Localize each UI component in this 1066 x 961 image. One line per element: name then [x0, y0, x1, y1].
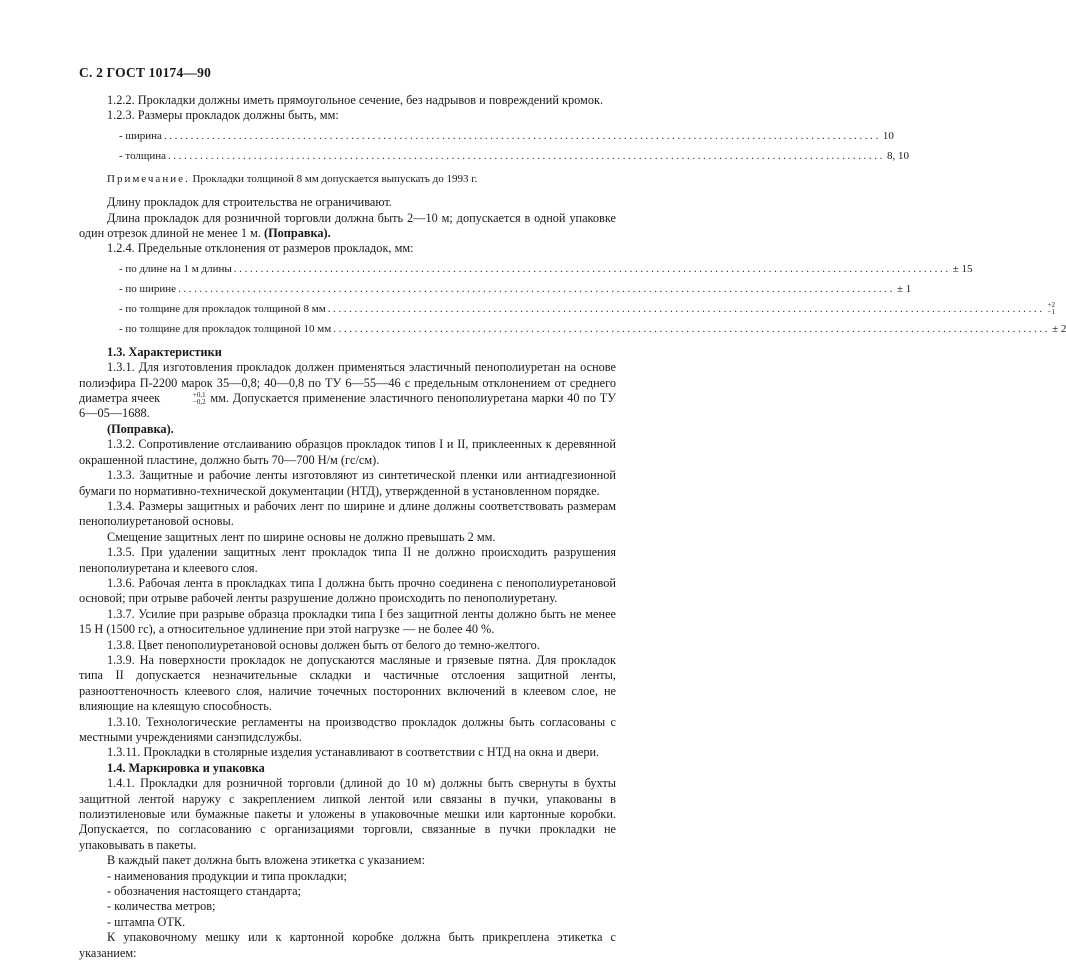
section-heading-1-4: 1.4. Маркировка и упаковка [107, 760, 265, 775]
deviation-row-width: - по ширине ...................................................................................................................................... ± 1 [119, 282, 912, 295]
clause-1-3-2: 1.3.2. Сопротивление отслаиванию образцов прокладок типов I и II, приклеенных к деревянной окрашенной пластине, должно быть 70—700 Н/м (гс/см). [79, 437, 616, 467]
deviation-row-length: - по длине на 1 м длины ...................................................................................................................................... ± 15 [119, 262, 973, 275]
bag-label-paragraph: К упаковочному мешку или к картонной коробке должна быть прикреплена этикетка с указанием: [79, 930, 616, 960]
cell-diameter-tolerance: +0,1 −0,2 [192, 391, 206, 407]
list-item: - наименования продукции и типа прокладки; [107, 868, 347, 883]
clause-1-3-1: 1.3.1. Для изготовления прокладок должен применяться эластичный пенополиуретан на основе полиэфира П-2200 марок 35—0,8; 40—0,8 по ТУ 6—55—46 с предельным отклонением от среднего диаметра ячеек +0,1 −0,2 мм. Допускается применение эластичного пенополиуретана марки 40 по ТУ 6—05—1688. [79, 360, 616, 421]
amendment-mark-2: (Поправка). [107, 421, 174, 436]
list-item: - штампа ОТК. [107, 914, 186, 929]
clause-1-3-9: 1.3.9. На поверхности прокладок не допускаются масляные и грязевые пятна. Для прокладок типа II допускается незначительные складки и частичные отслоения защитной ленты, разнооттеночность клеевого слоя, наличие точечных посторонних включений в клеевом слое, не влияющие на клеящую способность. [79, 652, 616, 714]
clause-1-3-4: 1.3.4. Размеры защитных и рабочих лент по ширине и длине должны соответствовать размерам пенополиуретановой основы. [79, 498, 616, 529]
clause-1-2-4: 1.2.4. Предельные отклонения от размеров прокладок, мм: [107, 241, 414, 256]
clause-1-4-1: 1.4.1. Прокладки для розничной торговли (длиной до 10 м) должны быть свернуты в бухты защитной лентой наружу с закреплением липкой лентой или связаны в пучки, упакованы в полиэтиленовые или бумажные пакеты и уложены в упаковочные мешки или картонные коробки. Допускается, по согласованию с организациями торговли, связанные в пучки прокладки не упаковывать в пакеты. [79, 776, 616, 852]
size-row-thickness: - толщина ...................................................................................................................................... 8, 10 [119, 149, 909, 162]
clause-1-3-3: 1.3.3. Защитные и рабочие ленты изготовляют из синтетической пленки или антиадгезионной бумаги по нормативно-технической документации (НТД), утвержденной в установленном порядке. [79, 468, 616, 498]
clause-1-2-2: 1.2.2. Прокладки должны иметь прямоугольное сечение, без надрывов и повреждений кромок. [107, 93, 604, 107]
list-item: - обозначения настоящего стандарта; [107, 884, 301, 899]
clause-1-2-3: 1.2.3. Размеры прокладок должны быть, мм: [107, 108, 339, 123]
tolerance-fraction: +2 −1 [1047, 301, 1056, 317]
list-item: - количества метров; [107, 899, 216, 914]
note-label: Примечание. [107, 172, 190, 185]
section-heading-1-3: 1.3. Характеристики [107, 344, 222, 359]
clause-1-3-5: 1.3.5. При удалении защитных лент прокладок типа II не должно происходить разрушения пенополиуретана и клеевого слоя. [79, 545, 616, 575]
clause-1-3-6: 1.3.6. Рабочая лента в прокладках типа I должна быть прочно соединена с пенополиуретановой основой; при отрыве рабочей ленты разрушение должно происходить по пенополиуретану. [79, 575, 616, 606]
clause-1-3-8: 1.3.8. Цвет пенополиуретановой основы должен быть от белого до темно-желтого. [107, 637, 540, 652]
clause-1-3-10: 1.3.10. Технологические регламенты на производство прокладок должны быть согласованы с местными учреждениями санэпидслужбы. [79, 714, 616, 744]
deviation-row-thickness-10: - по толщине для прокладок толщиной 10 мм ...................................................................................................................................... ± 2 [119, 322, 1066, 335]
size-row-width: - ширина ...................................................................................................................................... 10 [119, 129, 894, 142]
shift-paragraph: Смещение защитных лент по ширине основы не должно превышать 2 мм. [107, 529, 496, 544]
clause-1-3-7: 1.3.7. Усилие при разрыве образца прокладки типа I без защитной ленты должно быть не менее 15 Н (1500 гс), а относительное удлинение при этой нагрузке — не более 40 %. [79, 606, 616, 637]
length-retail: Длина прокладок для розничной торговли должна быть 2—10 м; допускается в одной упаковке один отрезок длиной не менее 1 м. (Поправка). [79, 210, 616, 241]
clause-1-3-11: 1.3.11. Прокладки в столярные изделия устанавливают в соответствии с НТД на окна и двери. [107, 745, 600, 760]
label-intro: В каждый пакет должна быть вложена этикетка с указанием: [107, 853, 426, 868]
deviation-row-thickness-8: - по толщине для прокладок толщиной 8 мм ...................................................................................................................................... +2 −1 [119, 301, 1056, 317]
page-header: С. 2 ГОСТ 10174—90 [79, 65, 212, 80]
length-build: Длину прокладок для строительства не ограничивают. [107, 195, 392, 210]
amendment-mark: (Поправка). [263, 226, 331, 241]
document-body [79, 93, 1066, 961]
note [79, 172, 616, 187]
note-text: Прокладки толщиной 8 мм допускается выпускать до 1993 г. [192, 172, 478, 185]
